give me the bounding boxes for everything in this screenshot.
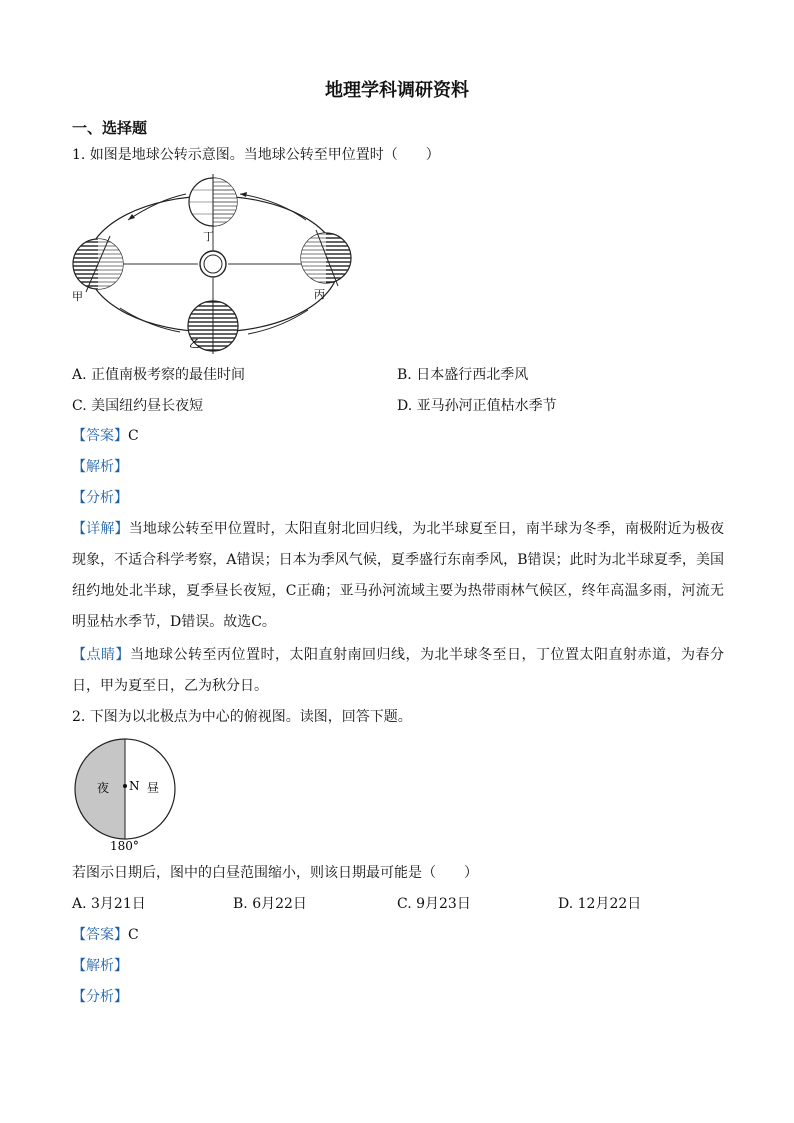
q1-detail bbox=[72, 514, 724, 638]
answer-tag: 【答案】 bbox=[72, 428, 128, 444]
q1-note bbox=[72, 640, 724, 702]
note-tag: 【点睛】 bbox=[72, 647, 130, 663]
answer-value: C bbox=[128, 927, 139, 943]
q1-fenxi-tag: 【分析】 bbox=[72, 490, 128, 506]
label-jia: 甲 bbox=[72, 290, 83, 303]
label-pole: N bbox=[129, 779, 140, 793]
q2-option-c: C. 9月23日 bbox=[397, 896, 471, 912]
earth-bing bbox=[301, 230, 351, 286]
orbit-diagram bbox=[68, 172, 358, 358]
q2-analysis-tag: 【解析】 bbox=[72, 958, 128, 974]
label-night: 夜 bbox=[97, 781, 110, 795]
q1-option-a: A. 正值南极考察的最佳时间 bbox=[72, 367, 246, 383]
q2-fenxi-tag: 【分析】 bbox=[72, 989, 128, 1005]
q1-stem: 1. 如图是地球公转示意图。当地球公转至甲位置时（ ） bbox=[72, 147, 440, 163]
q1-option-b: B. 日本盛行西北季风 bbox=[397, 367, 529, 383]
north-pole-point bbox=[123, 784, 127, 788]
q2-stem: 2. 下图为以北极点为中心的俯视图。读图，回答下题。 bbox=[72, 709, 412, 725]
label-yi: 乙 bbox=[189, 337, 200, 350]
earth-ding bbox=[189, 174, 237, 230]
note-text: 当地球公转至丙位置时，太阳直射南回归线，为北半球冬至日，丁位置太阳直射赤道，为春分日，甲为夏至日，乙为秋分日。 bbox=[72, 647, 724, 694]
q2-question: 若图示日期后，图中的白昼范围缩小，则该日期最可能是（ ） bbox=[72, 865, 478, 881]
detail-tag: 【详解】 bbox=[72, 521, 129, 537]
earth-jia bbox=[73, 236, 123, 292]
answer-tag: 【答案】 bbox=[72, 927, 128, 943]
label-day: 昼 bbox=[147, 781, 160, 795]
detail-text: 当地球公转至甲位置时，太阳直射北回归线，为北半球夏至日，南半球为冬季，南极附近为极夜现象，不适合科学考察，A错误；日本为季风气候，夏季盛行东南季风，B错误；此时为北半球夏季，美国纽约地处北半球，夏季昼长夜短，C正确；亚马孙河流域主要为热带雨林气候区，终年高温多雨，河流无明显枯水季节，D错误。故选C。 bbox=[72, 521, 725, 630]
q2-option-b: B. 6月22日 bbox=[233, 896, 307, 912]
answer-value: C bbox=[128, 428, 139, 444]
section-heading: 一、选择题 bbox=[72, 119, 148, 137]
q1-option-c: C. 美国纽约昼长夜短 bbox=[72, 398, 204, 414]
orbit-arrow-upper-left bbox=[128, 194, 186, 220]
q1-answer bbox=[72, 426, 139, 446]
page-title: 地理学科调研资料 bbox=[325, 80, 469, 101]
sun-icon bbox=[200, 251, 226, 277]
label-bing: 丙 bbox=[314, 288, 325, 301]
orbit-arrow-upper-right bbox=[240, 192, 306, 220]
label-ding: 丁 bbox=[203, 230, 214, 243]
q2-option-d: D. 12月22日 bbox=[558, 896, 642, 912]
q1-option-d: D. 亚马孙河正值枯水季节 bbox=[397, 398, 557, 414]
q2-option-a: A. 3月21日 bbox=[72, 896, 146, 912]
polar-view-diagram bbox=[70, 734, 180, 850]
label-longitude: 180° bbox=[110, 839, 139, 850]
q2-answer bbox=[72, 925, 139, 945]
q1-analysis-tag: 【解析】 bbox=[72, 459, 128, 475]
